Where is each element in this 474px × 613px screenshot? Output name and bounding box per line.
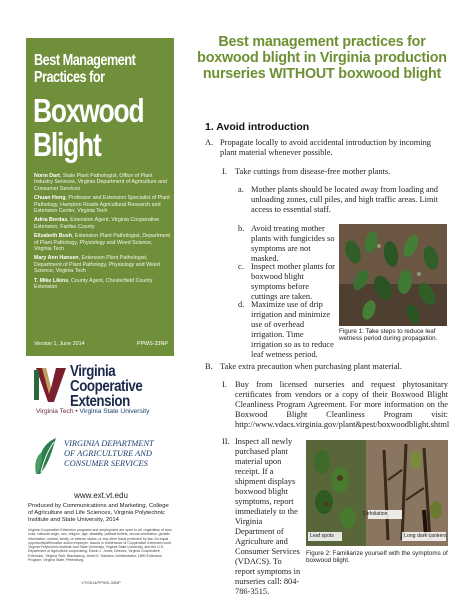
list-marker-c: c. — [238, 262, 244, 271]
boxwood-cuttings-image — [339, 224, 447, 326]
item-B-II-text: Inspect all newly purchased plant material upon receipt. If a shipment displays boxwood blight symptoms, report immediately to the Virginia Department of Agriculture and Consumer Services (VDACS). To report symptoms in nurseries call: 804-786-3515. — [235, 437, 301, 596]
author-entry: Chuan Hong, Professor and Extension Specialist of Plant Pathology, Hampton Roads Agricultural Research and Extension Center, Virginia Tech — [34, 195, 170, 215]
list-marker-I: I. — [222, 167, 227, 176]
figure-1-caption: Figure 1: Take steps to reduce leaf wetness period during propagation. — [339, 328, 438, 343]
extension-url[interactable]: www.ext.vt.edu — [74, 491, 128, 500]
vce-logo-block — [28, 362, 174, 420]
list-marker-b: b. — [238, 224, 245, 233]
fig2-label-defoliation: Defoliation — [363, 511, 388, 517]
item-c-text: Inspect mother plants for boxwood blight symptoms before cuttings are taken. — [251, 262, 335, 301]
version-text: Version 1, June 2014 — [34, 341, 85, 347]
author-entry: Elizabeth Bush, Extension Plant Pathologist, Department of Plant Pathology, Physiology and Weed Science, Virginia Tech — [34, 233, 171, 253]
boxwood-blight-symptoms-image — [306, 440, 448, 546]
list-marker-B: B. — [205, 362, 213, 371]
item-B-text: Take extra precaution when purchasing plant material. — [220, 362, 402, 371]
item-d-text: Maximize use of drip irrigation and minimize use of overhead irrigation. Time irrigation so as to reduce leaf wetness period. — [251, 300, 334, 359]
fig2-label-cankers: Long dark cankers — [404, 533, 447, 539]
list-marker-B-I: I. — [222, 380, 227, 389]
item-I-text: Take cuttings from disease-free mother plants. — [235, 167, 391, 176]
list-marker-A: A. — [205, 138, 214, 147]
title-large: Boxwood Blight — [33, 92, 144, 163]
item-b-text: Avoid treating mother plants with fungicides so symptoms are not masked. — [251, 224, 335, 263]
item-B-I-text: Buy from licensed nurseries and request phytosanitary certificates from vendors or a copy of their Boxwood Blight Cleanliness Program Agreement. For more information on the Boxwood Blight Cleanliness Program visit: http://www.vdacs.virginia.gov/plant&pest/boxwoodblight.shtml — [235, 380, 450, 429]
vce-logo-icon — [34, 364, 68, 404]
vdacs-logo-block — [30, 430, 176, 482]
vce-partners: Virginia Tech • Virginia State University — [36, 408, 150, 415]
list-marker-a: a. — [238, 185, 244, 194]
author-entry: Mary Ann Hansen, Extension Plant Pathologist, Department of Plant Pathology, Physiology and Weed Science, Virginia Tech — [34, 255, 160, 275]
author-entry: Norm Dart, State Plant Pathologist, Office of Plant Industry Services, Virginia Department of Agriculture and Consumer Services — [34, 173, 167, 192]
item-A-text: Propagate locally to avoid accidental introduction by incoming plant material whenever possible. — [220, 138, 431, 157]
vdacs-leaf-icon — [34, 436, 60, 476]
item-a-text: Mother plants should be located away from loading and unloading zones, cull piles, and high traffic areas. Limit access to essential staff. — [251, 185, 439, 214]
publication-number: VT/0614/PPWS-33NP — [81, 580, 121, 585]
list-marker-B-II: II. — [222, 437, 230, 446]
version-line — [34, 341, 168, 347]
figure-2-photo — [306, 440, 448, 546]
publication-footer — [28, 491, 174, 562]
author-list — [34, 173, 170, 294]
equal-opportunity-statement: Virginia Cooperative Extension programs and employment are open to all, regardless of race, color, national origin, sex, religion, age, disability, political beliefs, sexual orientation, genetic information, marital, family, or veteran status, or any other basis protected by law. An equal opportunity/affirmative action employer. Issued in furtherance of Cooperative Extension work, Virginia Polytechnic Institute and State University, Virginia State University, and the U.S. Department of Agriculture cooperating. Edwin J. Jones, Director, Virginia Cooperative Extension, Virginia Tech, Blacksburg; Jewel E. Hairston, Administrator, 1890 Extension Program, Virginia State, Petersburg. — [28, 528, 173, 563]
author-entry: T. Mike Likins, County Agent, Chesterfield County Extension — [34, 277, 153, 291]
section-heading: 1. Avoid introduction — [205, 121, 310, 133]
author-entry: Adria Bordas, Extension Agent, Virginia Cooperative Extension, Fairfax County — [34, 217, 160, 230]
vce-name: Virginia Cooperative Extension — [70, 363, 143, 410]
title-panel — [26, 38, 174, 356]
page-title: Best management practices for boxwood blight in Virginia production nurseries WITHOUT boxwood blight — [197, 34, 447, 82]
title-small: Best Management Practices for — [34, 52, 136, 86]
pub-code: PPWS-33NP — [136, 341, 168, 347]
list-marker-d: d. — [238, 300, 245, 309]
figure-1-photo — [339, 224, 447, 326]
fig2-label-leafspots: Leaf spots — [310, 533, 334, 539]
vdacs-name: VIRGINIA DEPARTMENT OF AGRICULTURE AND CONSUMER SERVICES — [64, 439, 154, 468]
produced-by: Produced by Communications and Marketing, College of Agriculture and Life Sciences, Virginia Polytechnic Institute and State University, 2014 — [28, 503, 169, 523]
figure-2-caption: Figure 2: Familiarize yourself with the symptoms of boxwood blight. — [306, 550, 448, 565]
